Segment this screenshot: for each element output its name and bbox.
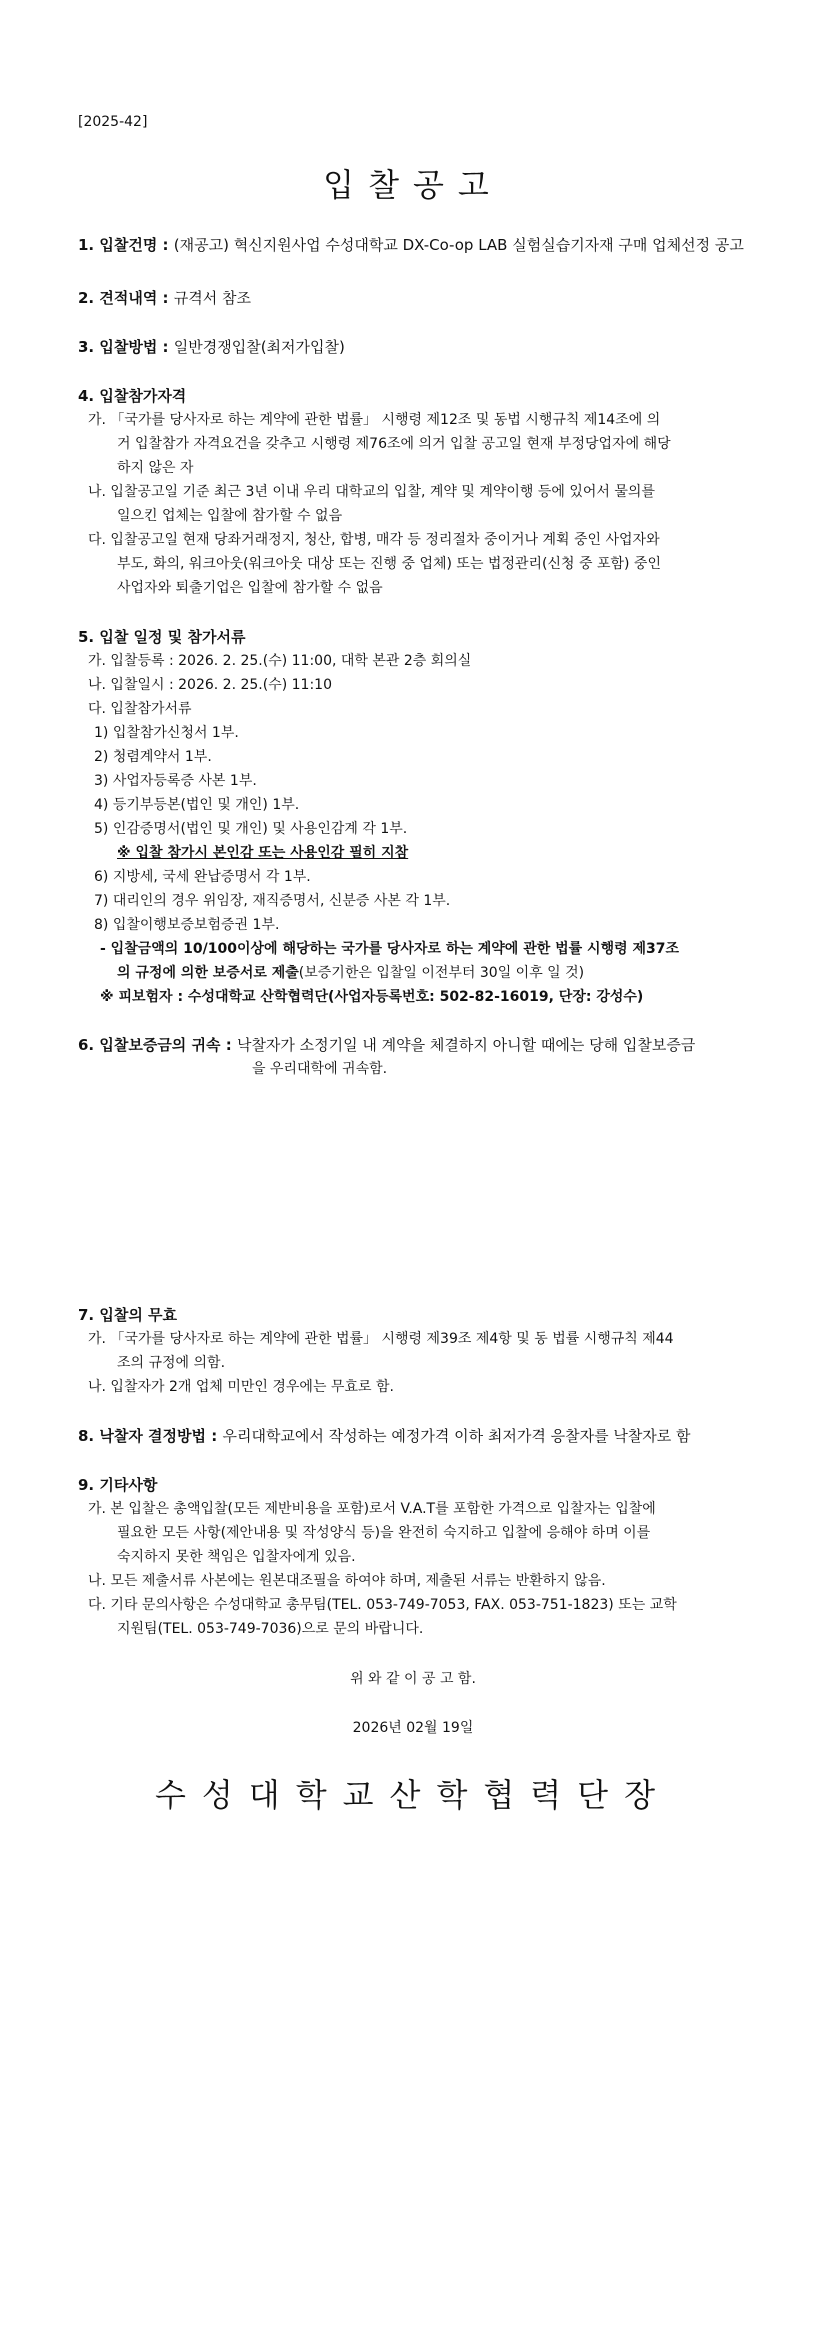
section-5-ga: 가. 입찰등록 : 2026. 2. 25.(수) 11:00, 대학 본관 2층 회의실 <box>88 653 472 669</box>
document-item-3: 3) 사업자등록증 사본 1부. <box>94 773 257 789</box>
document-item-1: 1) 입찰참가신청서 1부. <box>94 725 239 741</box>
section-9-ga-line2: 필요한 모든 사항(제안내용 및 작성양식 등)을 완전히 숙지하고 입찰에 응해야 하며 이를 <box>117 1525 651 1541</box>
section-2 <box>78 288 251 308</box>
section-4-heading: 4. 입찰참가자격 <box>78 387 187 405</box>
section-4-da-line2: 부도, 화의, 워크아웃(워크아웃 대상 또는 진행 중 업체) 또는 법정관리(신청 중 포함) 중인 <box>117 556 661 572</box>
section-3 <box>78 337 345 357</box>
section-6 <box>78 1035 695 1055</box>
document-item-7: 7) 대리인의 경우 위임장, 재직증명서, 신분증 사본 각 1부. <box>94 893 451 909</box>
notice-date: 2026년 02월 19일 <box>352 1720 474 1736</box>
section-2-value: 규격서 참조 <box>173 289 251 307</box>
section-5-heading: 5. 입찰 일정 및 참가서류 <box>78 628 246 646</box>
guarantee-note-line1: - 입찰금액의 10/100이상에 해당하는 국가를 당사자로 하는 계약에 관한 법률 시행령 제37조 <box>100 941 680 957</box>
guarantee-note-rest: (보증기한은 입찰일 이전부터 30일 이후 일 것) <box>298 965 585 981</box>
section-8-label: 8. 낙찰자 결정방법 : <box>78 1427 223 1445</box>
guarantee-note-bold: 의 규정에 의한 보증서로 제출 <box>117 965 299 981</box>
section-2-label: 2. 견적내역 : <box>78 289 174 307</box>
section-7-ga-line2: 조의 규정에 의함. <box>117 1355 226 1371</box>
section-6-label: 6. 입찰보증금의 귀속 : <box>78 1036 237 1054</box>
section-4-ga-line2: 거 입찰참가 자격요건을 갖추고 시행령 제76조에 의거 입찰 공고일 현재 부정당업자에 해당 <box>117 436 671 452</box>
section-6-line2: 을 우리대학에 귀속함. <box>252 1061 388 1077</box>
section-3-label: 3. 입찰방법 : <box>78 338 174 356</box>
section-7-na: 나. 입찰자가 2개 업체 미만인 경우에는 무효로 함. <box>88 1379 394 1395</box>
section-1-label: 1. 입찰건명 : <box>78 236 174 254</box>
section-7-heading: 7. 입찰의 무효 <box>78 1306 178 1324</box>
section-1-value: (재공고) 혁신지원사업 수성대학교 DX-Co-op LAB 실험실습기자재 구매 업체선정 공고 <box>173 236 744 254</box>
section-9-da-line2: 지원팀(TEL. 053-749-7036)으로 문의 바랍니다. <box>117 1621 424 1637</box>
section-4-na-line1: 나. 입찰공고일 기준 최근 3년 이내 우리 대학교의 입찰, 계약 및 계약이행 등에 있어서 물의를 <box>88 484 655 500</box>
section-4-na-line2: 일으킨 업체는 입찰에 참가할 수 없음 <box>117 508 343 524</box>
document-item-4: 4) 등기부등본(법인 및 개인) 1부. <box>94 797 300 813</box>
section-4-da-line1: 다. 입찰공고일 현재 당좌거래정지, 청산, 합병, 매각 등 정리절차 중이거나 계획 중인 사업자와 <box>88 532 660 548</box>
section-9-heading: 9. 기타사항 <box>78 1476 158 1494</box>
document-item-6: 6) 지방세, 국세 완납증명서 각 1부. <box>94 869 311 885</box>
document-number: [2025-42] <box>78 114 148 130</box>
section-4-ga-line3: 하지 않은 자 <box>117 460 194 476</box>
page-title: 입찰공고 <box>323 166 503 204</box>
section-6-line1: 낙찰자가 소정기일 내 계약을 체결하지 아니할 때에는 당해 입찰보증금 <box>236 1036 696 1054</box>
guarantee-note-line2 <box>117 963 584 983</box>
document-item-5: 5) 인감증명서(법인 및 개인) 및 사용인감계 각 1부. <box>94 821 408 837</box>
section-9-na: 나. 모든 제출서류 사본에는 원본대조필을 하여야 하며, 제출된 서류는 반환하지 않음. <box>88 1573 606 1589</box>
issuer-name: 수성대학교산학협력단장 <box>154 1776 672 1814</box>
section-9-ga-line3: 숙지하지 못한 책임은 입찰자에게 있음. <box>117 1549 356 1565</box>
document-item-8: 8) 입찰이행보증보험증권 1부. <box>94 917 280 933</box>
section-8-value: 우리대학교에서 작성하는 예정가격 이하 최저가격 응찰자를 낙찰자로 함 <box>222 1427 691 1445</box>
document-item-2: 2) 청렴계약서 1부. <box>94 749 212 765</box>
section-9-da-line1: 다. 기타 문의사항은 수성대학교 총무팀(TEL. 053-749-7053, FAX. 053-751-1823) 또는 교학 <box>88 1597 677 1613</box>
section-9-ga-line1: 가. 본 입찰은 총액입찰(모든 제반비용을 포함)로서 V.A.T를 포함한 가격으로 입찰자는 입찰에 <box>88 1501 656 1517</box>
section-5-na: 나. 입찰일시 : 2026. 2. 25.(수) 11:10 <box>88 677 332 693</box>
section-4-ga-line1: 가. 「국가를 당사자로 하는 계약에 관한 법률」 시행령 제12조 및 동법 시행규칙 제14조에 의 <box>88 412 661 428</box>
closing-statement: 위 와 같 이 공 고 함. <box>350 1671 476 1687</box>
section-3-value: 일반경쟁입찰(최저가입찰) <box>173 338 345 356</box>
section-8 <box>78 1426 691 1446</box>
section-1 <box>78 235 744 255</box>
section-4-da-line3: 사업자와 퇴출기업은 입찰에 참가할 수 없음 <box>117 580 383 596</box>
seal-note: ※ 입찰 참가시 본인감 또는 사용인감 필히 지참 <box>117 845 409 861</box>
section-5-da: 다. 입찰참가서류 <box>88 701 192 717</box>
section-7-ga-line1: 가. 「국가를 당사자로 하는 계약에 관한 법률」 시행령 제39조 제4항 및 동 법률 시행규칙 제44 <box>88 1331 674 1347</box>
insured-note: ※ 피보험자 : 수성대학교 산학협력단(사업자등록번호: 502-82-16019, 단장: 강성수) <box>100 989 644 1005</box>
